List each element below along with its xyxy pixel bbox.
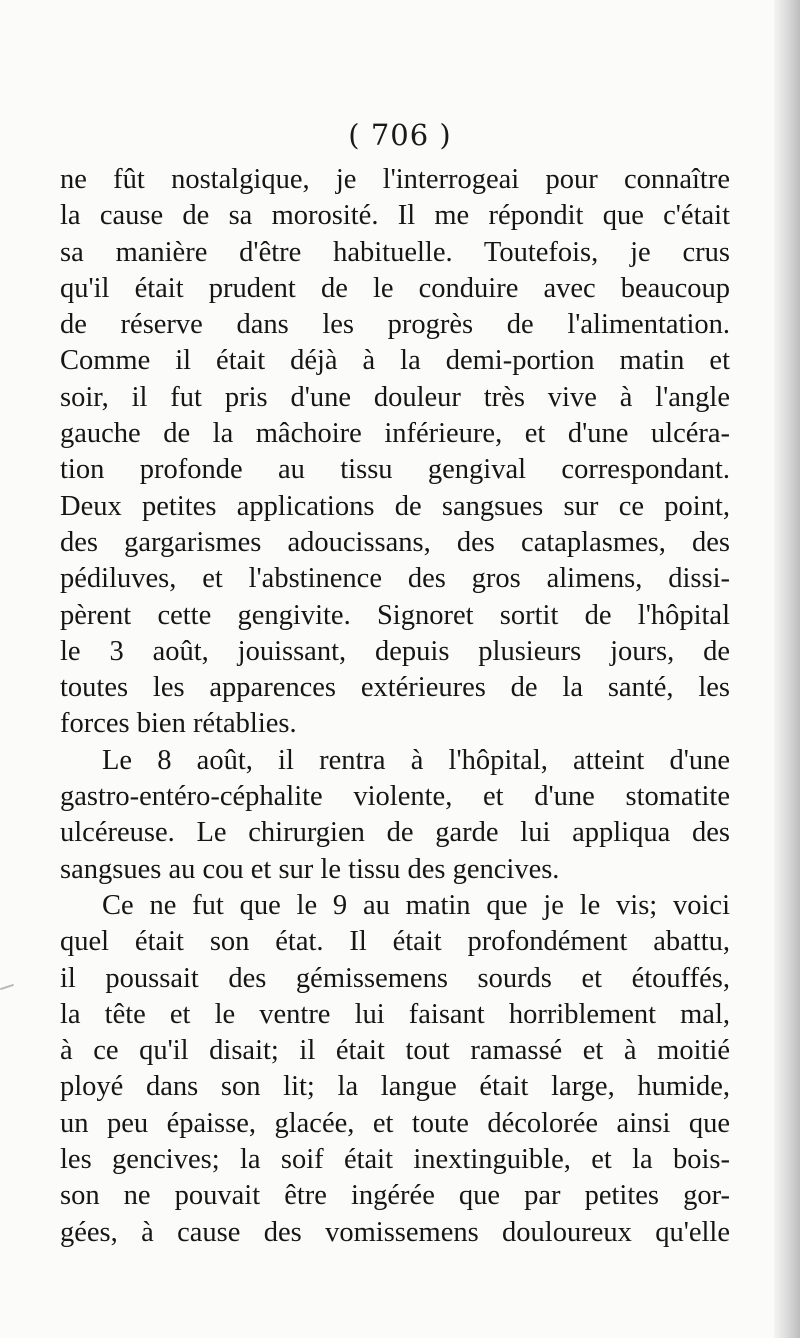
text-line: Deux petites applications de sangsues sur ce point, xyxy=(60,490,730,522)
text-line: le 3 août, jouissant, depuis plusieurs jours, de xyxy=(60,635,730,667)
text-line: qu'il était prudent de le conduire avec beaucoup xyxy=(60,272,730,304)
text-line: ulcéreuse. Le chirurgien de garde lui appliqua des xyxy=(60,817,730,849)
text-line: des gargarismes adoucissans, des cataplasmes, des xyxy=(60,526,730,558)
text-line: toutes les apparences extérieures de la santé, les xyxy=(60,672,730,704)
text-line: soir, il fut pris d'une douleur très vive à l'angle xyxy=(60,381,730,413)
text-line: forces bien rétablies. xyxy=(60,708,297,740)
page-spine-shadow xyxy=(774,0,800,1338)
text-line: ployé dans son lit; la langue était large, humide, xyxy=(60,1071,730,1103)
text-line: pédiluves, et l'abstinence des gros alimens, dissi- xyxy=(60,563,730,595)
text-line: sangsues au cou et sur le tissu des gencives. xyxy=(60,853,560,885)
text-line: gées, à cause des vomissemens douloureux qu'elle xyxy=(60,1216,730,1248)
text-line: sa manière d'être habituelle. Toutefois, je crus xyxy=(60,236,730,268)
margin-mark xyxy=(0,984,14,990)
text-line: un peu épaisse, glacée, et toute décolorée ainsi que xyxy=(60,1107,730,1139)
text-line: son ne pouvait être ingérée que par petites gor- xyxy=(60,1180,730,1212)
text-line: gauche de la mâchoire inférieure, et d'une ulcéra- xyxy=(60,418,730,450)
text-line: Comme il était déjà à la demi-portion matin et xyxy=(60,345,730,377)
text-line: à ce qu'il disait; il était tout ramassé et à moitié xyxy=(60,1035,730,1067)
text-line: les gencives; la soif était inextinguible, et la bois- xyxy=(60,1144,730,1176)
text-line: quel était son état. Il était profondément abattu, xyxy=(60,926,730,958)
text-line: ne fût nostalgique, je l'interrogeai pour connaître xyxy=(60,164,730,195)
text-line: la cause de sa morosité. Il me répondit que c'était xyxy=(60,200,730,232)
text-line: Le 8 août, il rentra à l'hôpital, atteint d'une xyxy=(102,744,730,776)
text-line: gastro-entéro-céphalite violente, et d'une stomatite xyxy=(60,781,730,813)
text-line: tion profonde au tissu gengival correspondant. xyxy=(60,454,730,486)
page-number: ( 706 ) xyxy=(348,118,452,152)
text-line: de réserve dans les progrès de l'alimentation. xyxy=(60,309,730,341)
text-line: pèrent cette gengivite. Signoret sortit de l'hôpital xyxy=(60,599,730,631)
text-line: Ce ne fut que le 9 au matin que je le vis; voici xyxy=(102,889,730,921)
body-text xyxy=(60,162,730,1251)
text-line: la tête et le ventre lui faisant horriblement mal, xyxy=(60,998,730,1030)
text-line: il poussait des gémissemens sourds et étouffés, xyxy=(60,962,730,994)
